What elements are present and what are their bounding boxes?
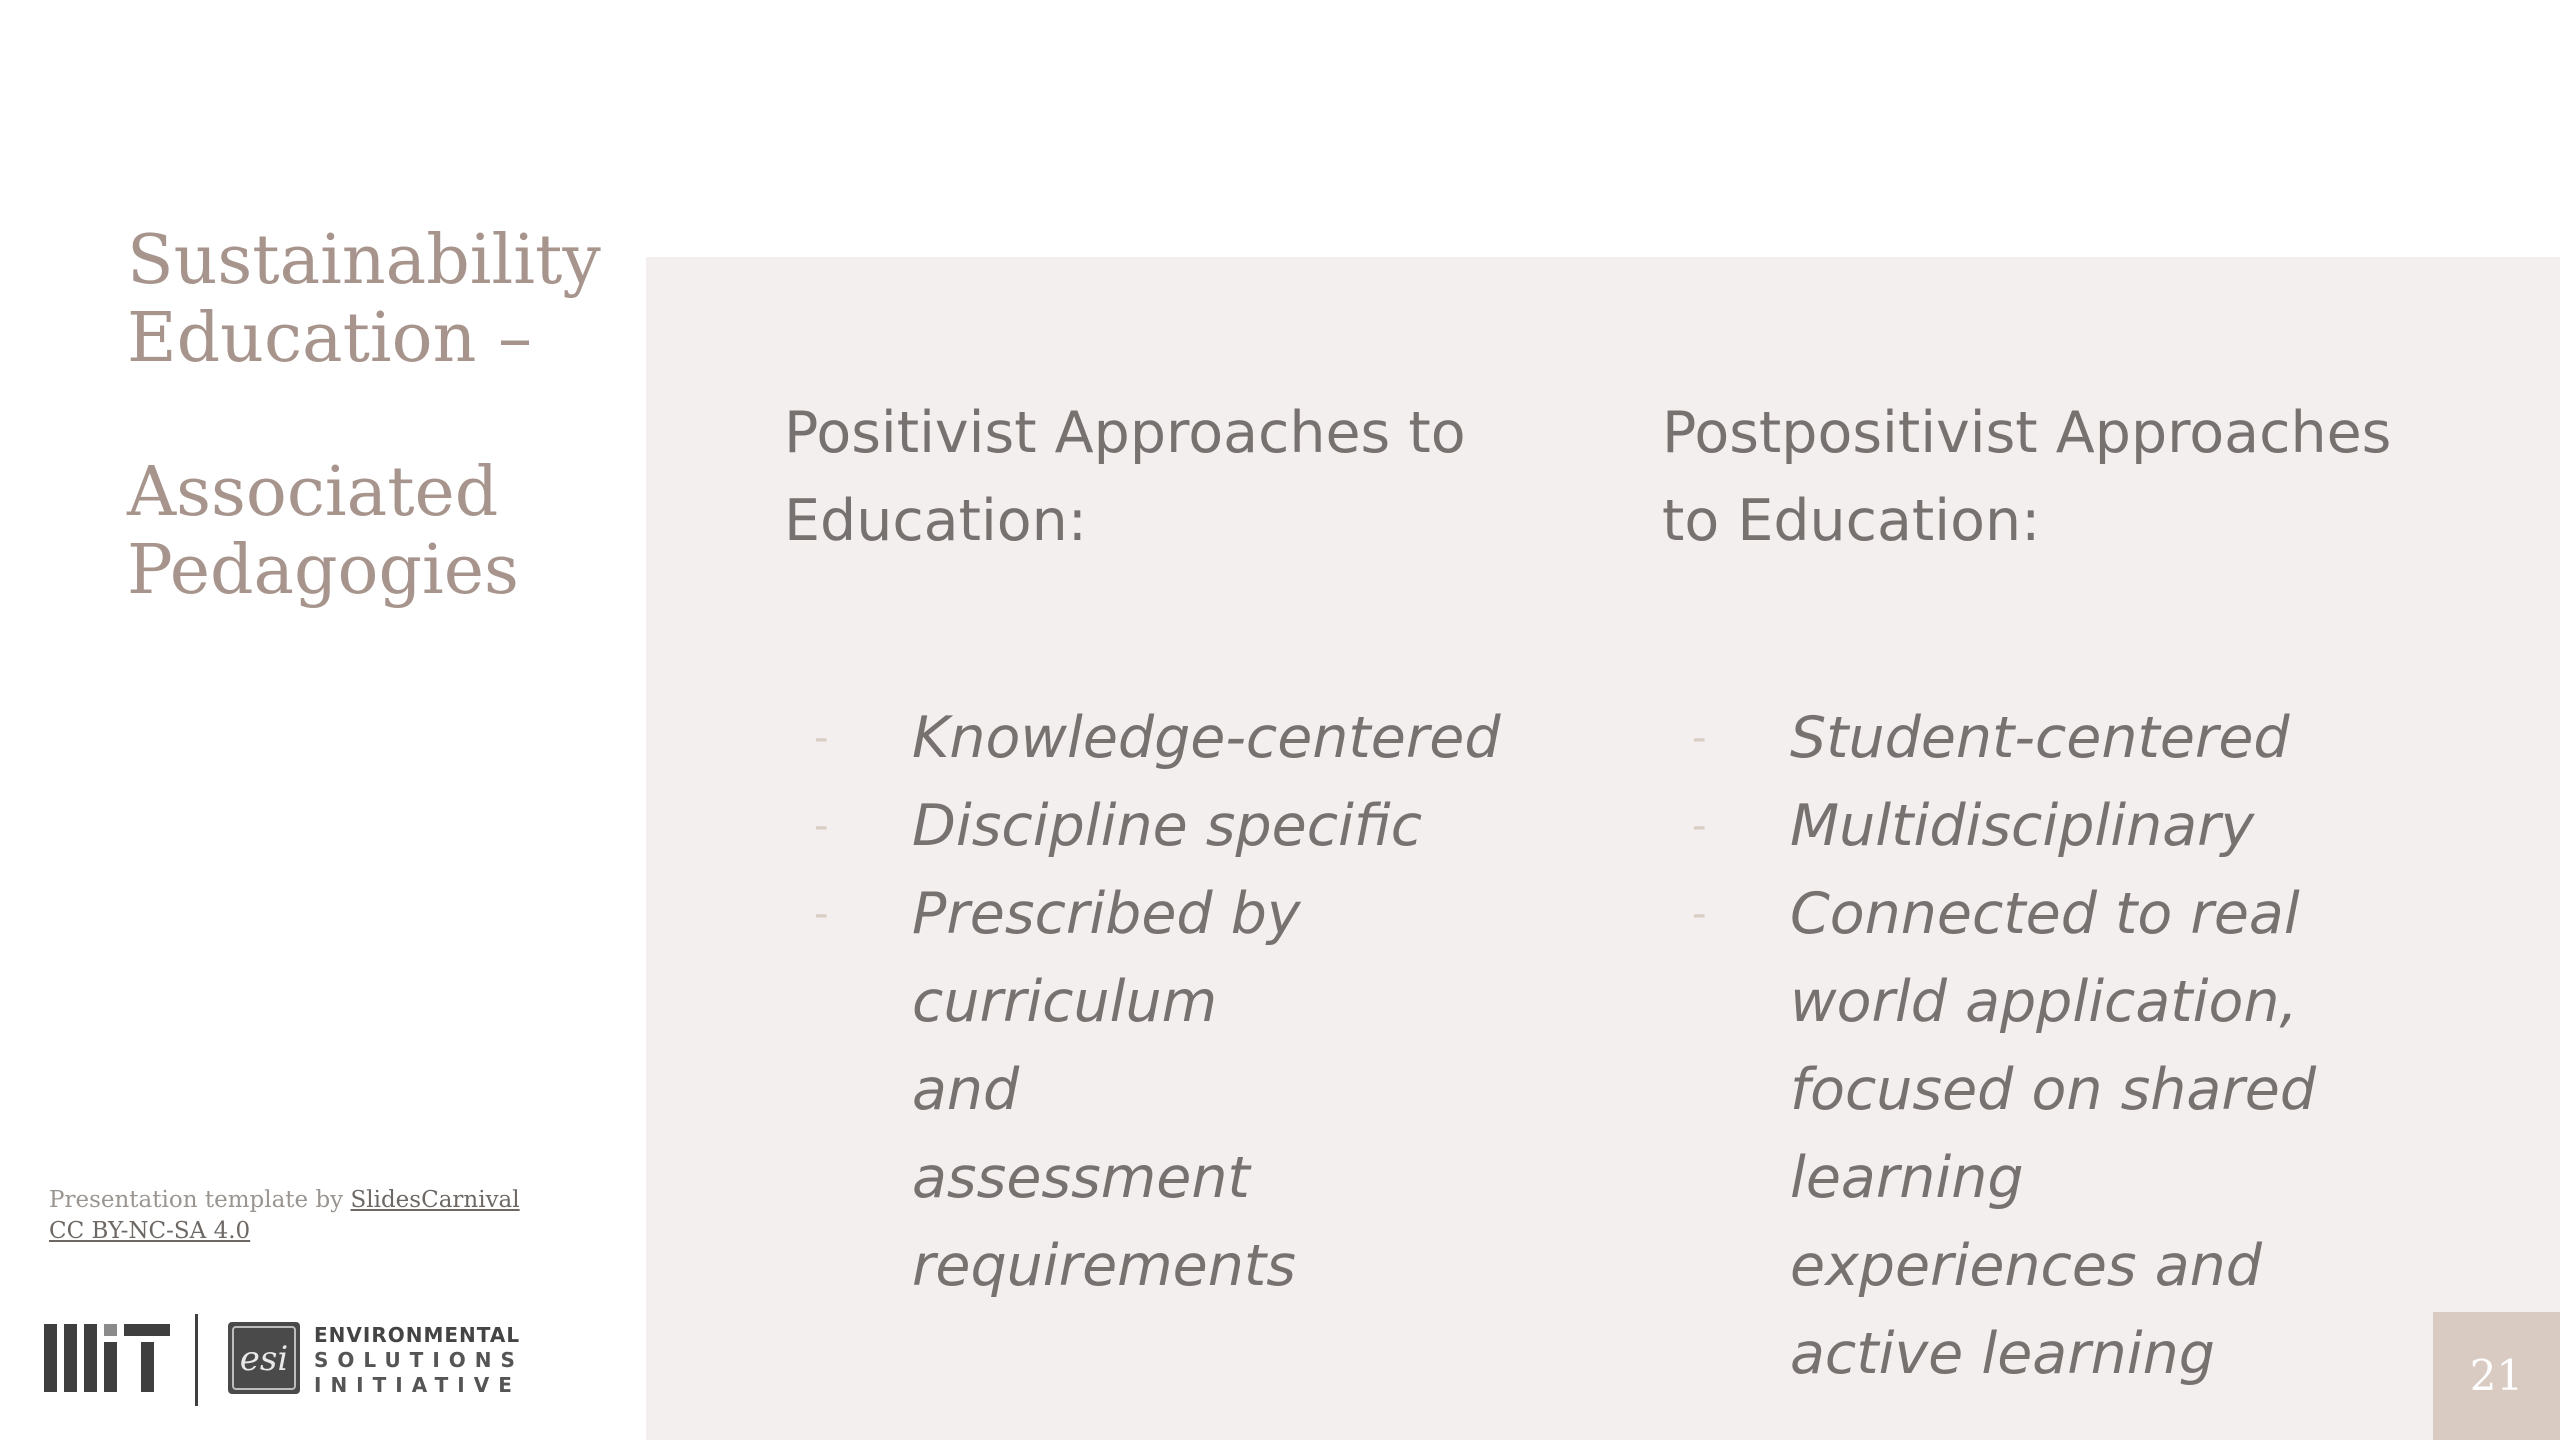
esi-line: SOLUTIONS [314, 1348, 524, 1372]
esi-badge-text: esi [239, 1339, 289, 1379]
mit-logo [44, 1324, 170, 1392]
column-heading [784, 389, 1584, 565]
dash-bullet: - [814, 891, 829, 937]
logo-divider [195, 1314, 198, 1406]
slidescarnival-link[interactable]: SlidesCarnival [350, 1187, 520, 1213]
title-line: Associated [127, 453, 499, 532]
esi-line: INITIATIVE [314, 1373, 521, 1397]
postpositivist-column [1662, 389, 2462, 1387]
list-item-text: Discipline specific [912, 793, 1423, 859]
dash-bullet: - [1692, 715, 1707, 761]
dash-bullet: - [1692, 891, 1707, 937]
title-line: Sustainability [127, 221, 601, 300]
title-line: Education – [127, 299, 533, 378]
postpositivist-list [1662, 694, 2462, 1398]
list-item [1662, 782, 2462, 870]
list-item-text: Prescribed by curriculum and assessment requirements [912, 881, 1301, 1299]
list-item [784, 694, 1584, 782]
page-number-badge [2433, 1312, 2560, 1440]
list-item-text: Knowledge-centered [912, 705, 1501, 771]
list-item [784, 870, 1584, 1310]
dash-bullet: - [814, 715, 829, 761]
list-item-text: Student-centered [1790, 705, 2290, 771]
esi-line: ENVIRONMENTAL [314, 1323, 521, 1347]
dash-bullet: - [1692, 803, 1707, 849]
slide-title [127, 222, 627, 610]
heading-line: Education: [784, 488, 1087, 554]
list-item [784, 782, 1584, 870]
license-link[interactable]: CC BY-NC-SA 4.0 [49, 1218, 251, 1244]
credit-prefix: Presentation template by [49, 1187, 351, 1213]
title-spacer [127, 378, 627, 454]
list-item [1662, 694, 2462, 782]
dash-bullet: - [814, 803, 829, 849]
page-number: 21 [2469, 1351, 2524, 1400]
template-credit [49, 1185, 520, 1247]
heading-line: Postpositivist Approaches [1662, 400, 2392, 466]
positivist-column [784, 389, 1584, 1299]
heading-line: Positivist Approaches to [784, 400, 1466, 466]
list-item-text: Connected to real world application, focused on shared learning experiences and active learning [1790, 881, 2317, 1387]
esi-wordmark [314, 1323, 524, 1398]
content-panel [646, 257, 2560, 1440]
footer-logos [44, 1310, 534, 1410]
heading-line: to Education: [1662, 488, 2041, 554]
esi-logo-badge [228, 1322, 300, 1394]
list-item-text: Multidisciplinary [1790, 793, 2255, 859]
column-heading [1662, 389, 2462, 565]
list-item [1662, 870, 2462, 1398]
title-line: Pedagogies [127, 531, 519, 610]
positivist-list [784, 694, 1584, 1310]
